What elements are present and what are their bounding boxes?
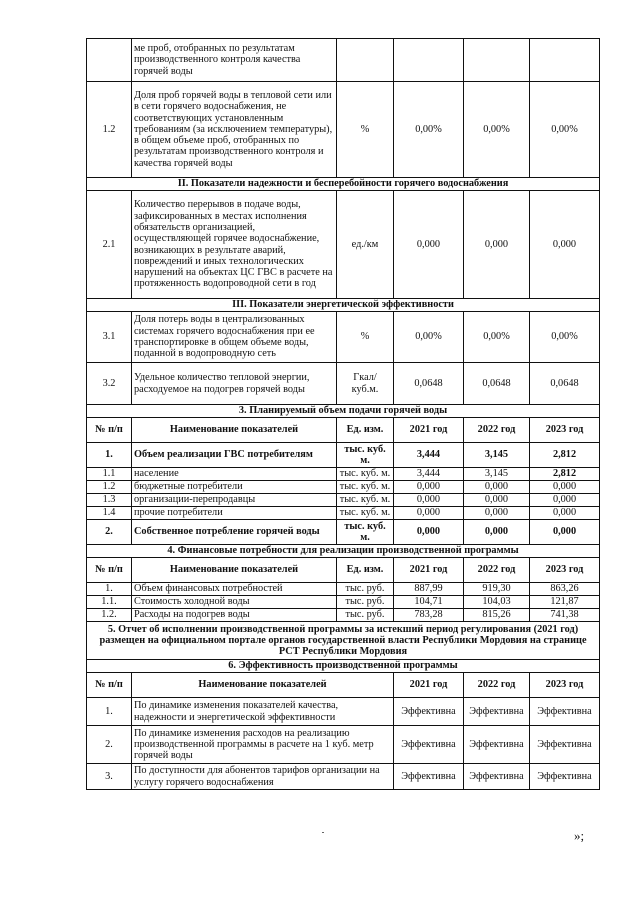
row-number: 3.2 xyxy=(87,363,132,405)
value-2021: 0,0648 xyxy=(394,363,464,405)
value-2023: 0,000 xyxy=(530,494,600,507)
financial-needs-table xyxy=(86,544,600,622)
unit-cell: ед./км xyxy=(337,191,394,299)
col-header-2022: 2022 год xyxy=(464,418,530,443)
indicator-name: Расходы на подогрев воды xyxy=(132,609,337,622)
value-2023: Эффективна xyxy=(530,726,600,764)
supply-volume-table xyxy=(86,404,600,545)
value-2023: 0,0648 xyxy=(530,363,600,405)
value-2022: 104,03 xyxy=(464,596,530,609)
row-number: 1. xyxy=(87,698,132,726)
col-header-number: № п/п xyxy=(87,673,132,698)
value-2023: 2,812 xyxy=(530,468,600,481)
indicators-table xyxy=(86,38,600,405)
unit-cell: тыс. куб. м. xyxy=(337,443,394,468)
unit-cell: тыс. куб. м. xyxy=(337,468,394,481)
value-2023: 0,000 xyxy=(530,481,600,494)
table-row xyxy=(87,520,600,545)
value-2021: Эффективна xyxy=(394,698,464,726)
row-number: 1.2. xyxy=(87,609,132,622)
value-2023: 863,26 xyxy=(530,583,600,596)
section-heading: III. Показатели энергетической эффективности xyxy=(87,299,600,312)
table-row xyxy=(87,609,600,622)
row-number: 2. xyxy=(87,726,132,764)
value-2021: 0,00% xyxy=(394,312,464,363)
report-statement-row xyxy=(87,622,600,660)
value-2022: 0,000 xyxy=(464,520,530,545)
table-row xyxy=(87,698,600,726)
col-header-2021: 2021 год xyxy=(394,418,464,443)
value-2021: 0,000 xyxy=(394,494,464,507)
indicator-name: организации-перепродавцы xyxy=(132,494,337,507)
row-number: 3. xyxy=(87,764,132,790)
unit-cell: % xyxy=(337,82,394,178)
indicator-name: Количество перерывов в подаче воды, зафиксированных в местах исполнения обязательств организацией, осуществляющей горячее водоснабжение, возникающих в результате аварий, повреждений и иных технологических нарушений на объектах ЦС ГВС в расчете на протяженность водопроводной сети в год xyxy=(132,191,337,299)
indicator-name: население xyxy=(132,468,337,481)
indicator-name: По динамике изменения показателей качества, надежности и энергетической эффективности xyxy=(132,698,394,726)
value-2022: 919,30 xyxy=(464,583,530,596)
col-header-2021: 2021 год xyxy=(394,558,464,583)
value-2021: 0,000 xyxy=(394,520,464,545)
indicator-name: Стоимость холодной воды xyxy=(132,596,337,609)
col-header-2022: 2022 год xyxy=(464,558,530,583)
table-row xyxy=(87,363,600,405)
value-2022: 0,000 xyxy=(464,191,530,299)
col-header-2022: 2022 год xyxy=(464,673,530,698)
value-2022: 0,00% xyxy=(464,312,530,363)
indicator-name: бюджетные потребители xyxy=(132,481,337,494)
table-header-row xyxy=(87,558,600,583)
indicator-name: Объем финансовых потребностей xyxy=(132,583,337,596)
unit-cell: тыс. куб. м. xyxy=(337,494,394,507)
unit-cell: % xyxy=(337,312,394,363)
value-2023: 0,000 xyxy=(530,507,600,520)
unit-cell: тыс. руб. xyxy=(337,583,394,596)
value-2022: 3,145 xyxy=(464,468,530,481)
indicator-name: Объем реализации ГВС потребителям xyxy=(132,443,337,468)
col-header-unit: Ед. изм. xyxy=(337,558,394,583)
col-header-number: № п/п xyxy=(87,558,132,583)
indicator-name: Доля потерь воды в централизованных системах горячего водоснабжения при ее транспортировке в общем объеме воды, поданной в водопроводную сеть xyxy=(132,312,337,363)
col-header-name: Наименование показателей xyxy=(132,558,337,583)
table-row xyxy=(87,583,600,596)
value-2022: 0,0648 xyxy=(464,363,530,405)
value-2022: 0,000 xyxy=(464,494,530,507)
value-2022: Эффективна xyxy=(464,726,530,764)
efficiency-table xyxy=(86,621,600,790)
row-number: 1. xyxy=(87,443,132,468)
value-2023: 0,000 xyxy=(530,191,600,299)
value-2021: Эффективна xyxy=(394,726,464,764)
scan-speck xyxy=(322,832,324,833)
unit-cell: тыс. руб. xyxy=(337,609,394,622)
section-title: 6. Эффективность производственной программы xyxy=(87,660,600,673)
unit-cell: тыс. руб. xyxy=(337,596,394,609)
table-row xyxy=(87,82,600,178)
value-2022: 0,000 xyxy=(464,507,530,520)
value-2023: Эффективна xyxy=(530,764,600,790)
table-row xyxy=(87,443,600,468)
table-row xyxy=(87,764,600,790)
document-page xyxy=(86,38,600,790)
value-2021: 783,28 xyxy=(394,609,464,622)
value-2023: 121,87 xyxy=(530,596,600,609)
col-header-2023: 2023 год xyxy=(530,558,600,583)
table-header-row xyxy=(87,673,600,698)
row-number: 1.1 xyxy=(87,468,132,481)
col-header-unit: Ед. изм. xyxy=(337,418,394,443)
value-2023: 741,38 xyxy=(530,609,600,622)
row-number: 1.2 xyxy=(87,82,132,178)
value-2022: 0,000 xyxy=(464,481,530,494)
indicator-name: Доля проб горячей воды в тепловой сети или в сети горячего водоснабжения, не соответствующих установленным требованиям (за исключением температуры), в общем объеме проб, отобранных по результатам производственного контроля и качества горячей воды xyxy=(132,82,337,178)
col-header-name: Наименование показателей xyxy=(132,418,337,443)
section-heading-row xyxy=(87,178,600,191)
value-2022: 3,145 xyxy=(464,443,530,468)
value-2021: 887,99 xyxy=(394,583,464,596)
closing-quote: »; xyxy=(574,828,585,843)
value-2021: 0,000 xyxy=(394,481,464,494)
indicator-name: По динамике изменения расходов на реализацию производственной программы в расчете на 1 куб. метр горячей воды xyxy=(132,726,394,764)
row-number: 1.4 xyxy=(87,507,132,520)
table-header-row xyxy=(87,418,600,443)
value-2022: Эффективна xyxy=(464,698,530,726)
value-2021: 104,71 xyxy=(394,596,464,609)
table-row xyxy=(87,726,600,764)
value-2021: 0,000 xyxy=(394,191,464,299)
table-row xyxy=(87,596,600,609)
indicator-name: Удельное количество тепловой энергии, расходуемое на подогрев горячей воды xyxy=(132,363,337,405)
indicator-name: Собственное потребление горячей воды xyxy=(132,520,337,545)
section-heading-row xyxy=(87,299,600,312)
value-2023: Эффективна xyxy=(530,698,600,726)
unit-cell: тыс. куб. м. xyxy=(337,481,394,494)
table-row xyxy=(87,507,600,520)
value-2021: 0,000 xyxy=(394,507,464,520)
row-number: 2. xyxy=(87,520,132,545)
value-2023: 0,00% xyxy=(530,312,600,363)
col-header-2023: 2023 год xyxy=(530,418,600,443)
row-number: 1.2 xyxy=(87,481,132,494)
section-heading-row xyxy=(87,405,600,418)
table-row xyxy=(87,494,600,507)
table-row xyxy=(87,39,600,82)
unit-cell: тыс. куб. м. xyxy=(337,507,394,520)
unit-cell: тыс. куб. м. xyxy=(337,520,394,545)
value-2021: 3,444 xyxy=(394,443,464,468)
row-number: 3.1 xyxy=(87,312,132,363)
table-row xyxy=(87,468,600,481)
value-2023: 0,000 xyxy=(530,520,600,545)
table-row xyxy=(87,191,600,299)
row-number: 1.3 xyxy=(87,494,132,507)
section-heading-row xyxy=(87,660,600,673)
row-number: 1. xyxy=(87,583,132,596)
value-2022: Эффективна xyxy=(464,764,530,790)
value-2021: Эффективна xyxy=(394,764,464,790)
report-statement: 5. Отчет об исполнении производственной программы за истекший период регулирования (2021 год) размещен на официальном портале органов государственной власти Республики Мордовия на странице РСТ Республики Мордовия xyxy=(87,622,600,660)
table-row xyxy=(87,312,600,363)
row-number: 2.1 xyxy=(87,191,132,299)
indicator-name: По доступности для абонентов тарифов организации на услугу горячего водоснабжения xyxy=(132,764,394,790)
value-2022: 0,00% xyxy=(464,82,530,178)
value-2022: 815,26 xyxy=(464,609,530,622)
section-title: 4. Финансовые потребности для реализации производственной программы xyxy=(87,545,600,558)
col-header-name: Наименование показателей xyxy=(132,673,394,698)
col-header-number: № п/п xyxy=(87,418,132,443)
value-2021: 0,00% xyxy=(394,82,464,178)
indicator-name: ме проб, отобранных по результатам производственного контроля качества горячей воды xyxy=(132,39,337,82)
row-number: 1.1. xyxy=(87,596,132,609)
section-heading-row xyxy=(87,545,600,558)
section-title: 3. Планируемый объем подачи горячей воды xyxy=(87,405,600,418)
value-2023: 0,00% xyxy=(530,82,600,178)
value-2021: 3,444 xyxy=(394,468,464,481)
table-row xyxy=(87,481,600,494)
value-2023: 2,812 xyxy=(530,443,600,468)
unit-cell: Гкал/ куб.м. xyxy=(337,363,394,405)
indicator-name: прочие потребители xyxy=(132,507,337,520)
section-heading: II. Показатели надежности и бесперебойности горячего водоснабжения xyxy=(87,178,600,191)
col-header-2021: 2021 год xyxy=(394,673,464,698)
col-header-2023: 2023 год xyxy=(530,673,600,698)
